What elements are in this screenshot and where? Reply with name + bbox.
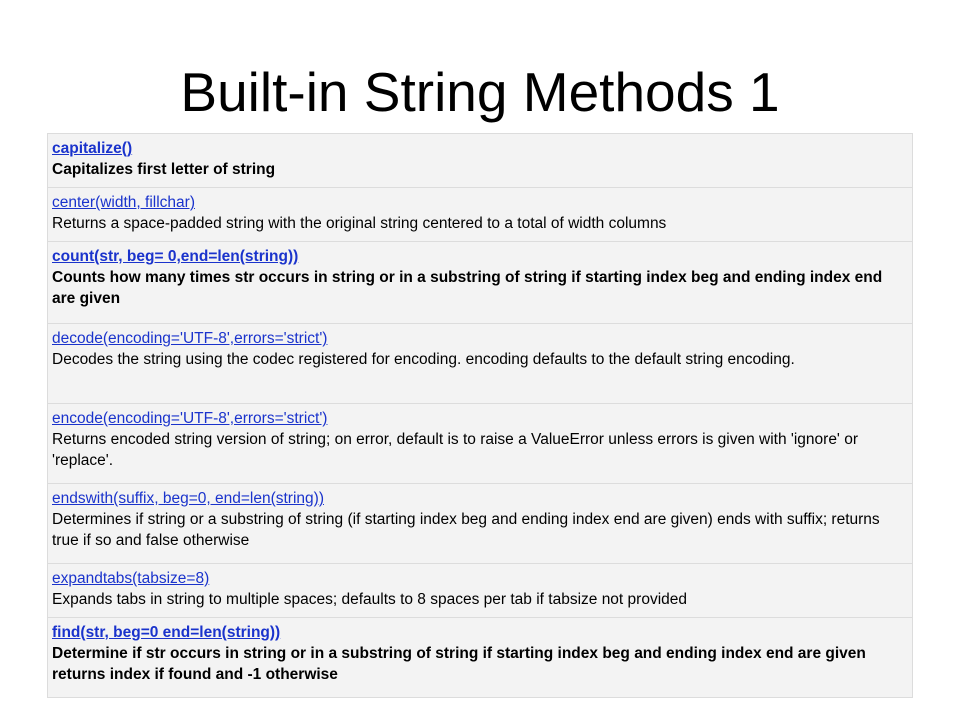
method-link-endswith[interactable]: endswith(suffix, beg=0, end=len(string)) [52, 490, 324, 507]
method-description: Expands tabs in string to multiple spaces; defaults to 8 spaces per tab if tabsize not provided [52, 591, 688, 608]
method-link-capitalize[interactable]: capitalize() [52, 140, 133, 157]
method-link-decode[interactable]: decode(encoding='UTF-8',errors='strict') [52, 330, 328, 347]
method-cell [48, 324, 913, 404]
method-description: Determine if str occurs in string or in a substring of string if starting index beg and ending index end are given returns index if found and -1 otherwise [52, 645, 866, 683]
table-row [48, 242, 913, 324]
method-cell [48, 242, 913, 324]
table-row [48, 134, 913, 188]
table-row [48, 618, 913, 698]
methods-table [47, 133, 913, 698]
method-link-encode[interactable]: encode(encoding='UTF-8',errors='strict') [52, 410, 328, 427]
method-link-find[interactable]: find(str, beg=0 end=len(string)) [52, 624, 281, 641]
method-description: Counts how many times str occurs in string or in a substring of string if starting index beg and ending index end are given [52, 269, 883, 307]
method-description: Determines if string or a substring of string (if starting index beg and ending index end are given) ends with suffix; returns true if so and false otherwise [52, 511, 880, 549]
method-cell [48, 134, 913, 188]
table-row [48, 564, 913, 618]
slide-title: Built-in String Methods 1 [180, 61, 780, 123]
method-description: Returns encoded string version of string; on error, default is to raise a ValueError unless errors is given with 'ignore' or 'replace'. [52, 431, 858, 469]
method-link-center[interactable]: center(width, fillchar) [52, 194, 195, 211]
method-cell [48, 618, 913, 698]
method-description: Decodes the string using the codec registered for encoding. encoding defaults to the default string encoding. [52, 351, 795, 368]
method-description: Capitalizes first letter of string [52, 161, 276, 178]
table-row [48, 324, 913, 404]
method-description: Returns a space-padded string with the original string centered to a total of width columns [52, 215, 667, 232]
method-link-count[interactable]: count(str, beg= 0,end=len(string)) [52, 248, 299, 265]
method-cell [48, 564, 913, 618]
method-cell [48, 188, 913, 242]
method-cell [48, 484, 913, 564]
table-row [48, 404, 913, 484]
table-row [48, 484, 913, 564]
table-row [48, 188, 913, 242]
method-cell [48, 404, 913, 484]
method-link-expandtabs[interactable]: expandtabs(tabsize=8) [52, 570, 210, 587]
